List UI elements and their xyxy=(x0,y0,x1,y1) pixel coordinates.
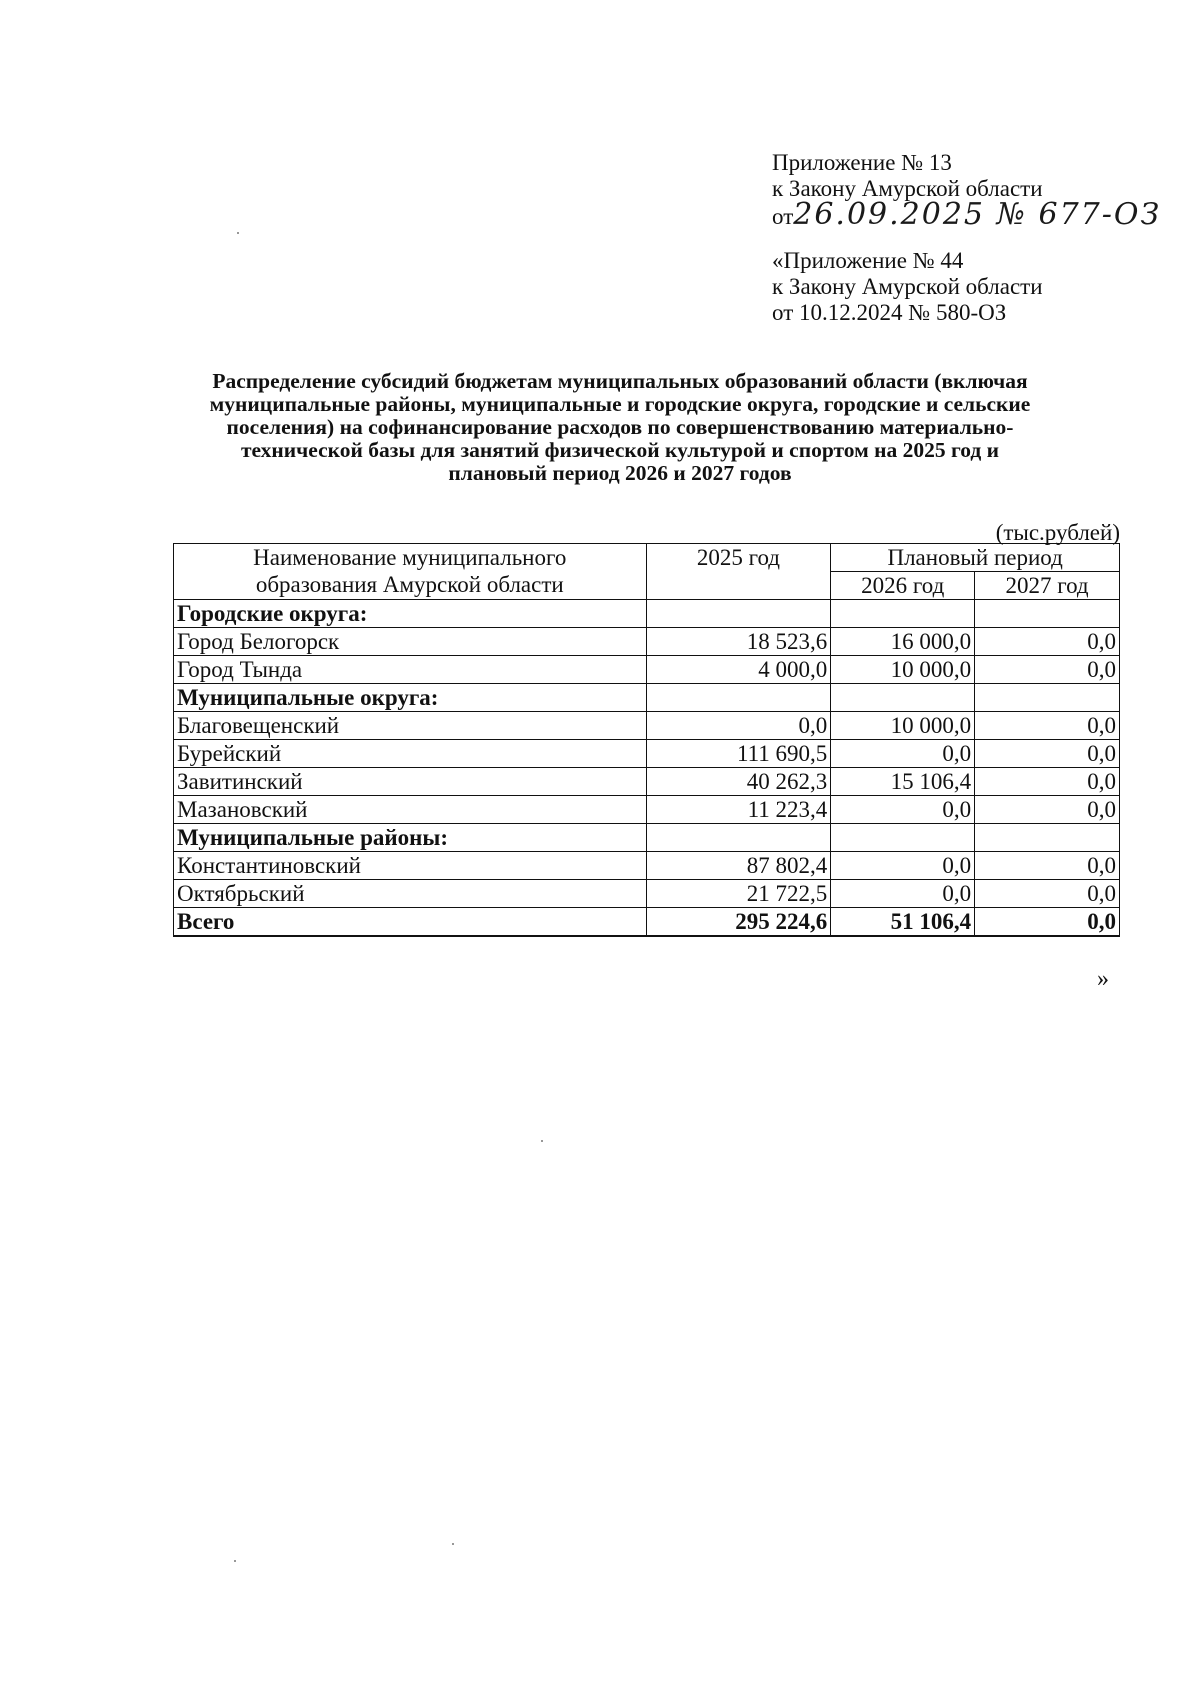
scan-speck xyxy=(237,232,239,234)
table-row xyxy=(174,880,1120,908)
section-row xyxy=(174,684,1120,712)
title-line: муниципальные районы, муниципальные и городские округа, городские и сельские xyxy=(209,392,1031,416)
original-annex-date: от 10.12.2024 № 580-ОЗ xyxy=(772,300,1007,325)
table-row xyxy=(174,852,1120,880)
cell-name: Константиновский xyxy=(174,852,647,880)
cell-2025: 40 262,3 xyxy=(646,768,831,796)
header-2027: 2027 год xyxy=(975,572,1120,600)
header-planned-period: Плановый период xyxy=(831,544,1120,572)
cell-name: Всего xyxy=(174,908,647,937)
cell-2025: 11 223,4 xyxy=(646,796,831,824)
cell-2027 xyxy=(975,600,1120,628)
cell-2027: 0,0 xyxy=(975,852,1120,880)
table-row xyxy=(174,628,1120,656)
cell-2025: 87 802,4 xyxy=(646,852,831,880)
cell-name: Муниципальные районы: xyxy=(174,824,647,852)
handwritten-date-number: 26.09.2025 № 677-ОЗ xyxy=(793,197,1162,232)
cell-2026: 15 106,4 xyxy=(831,768,975,796)
cell-2026: 0,0 xyxy=(831,852,975,880)
table-row xyxy=(174,656,1120,684)
cell-2025: 4 000,0 xyxy=(646,656,831,684)
table-row xyxy=(174,768,1120,796)
title-line: плановый период 2026 и 2027 годов xyxy=(448,461,792,485)
cell-2025 xyxy=(646,684,831,712)
units-note: (тыс.рублей) xyxy=(995,520,1120,545)
original-annex-reference xyxy=(772,248,1043,326)
table-body xyxy=(174,600,1120,937)
cell-2026: 10 000,0 xyxy=(831,656,975,684)
cell-2026: 0,0 xyxy=(831,740,975,768)
cell-2027: 0,0 xyxy=(975,656,1120,684)
cell-2025 xyxy=(646,600,831,628)
subsidy-table xyxy=(173,543,1120,937)
cell-2025: 18 523,6 xyxy=(646,628,831,656)
title-line: поселения) на софинансирование расходов по совершенствованию материально- xyxy=(226,415,1014,439)
annex-date-line xyxy=(772,197,1162,232)
cell-2026 xyxy=(831,824,975,852)
cell-2025: 21 722,5 xyxy=(646,880,831,908)
total-row xyxy=(174,908,1120,937)
cell-name: Город Тында xyxy=(174,656,647,684)
cell-2027: 0,0 xyxy=(975,628,1120,656)
title-line: Распределение субсидий бюджетам муниципальных образований области (включая xyxy=(212,369,1028,393)
cell-2027: 0,0 xyxy=(975,908,1120,937)
cell-2026: 0,0 xyxy=(831,796,975,824)
cell-name: Бурейский xyxy=(174,740,647,768)
table-row xyxy=(174,796,1120,824)
cell-2027: 0,0 xyxy=(975,796,1120,824)
annex-number: Приложение № 13 xyxy=(772,150,952,175)
cell-2025: 111 690,5 xyxy=(646,740,831,768)
cell-2026: 51 106,4 xyxy=(831,908,975,937)
header-name-line: Наименование муниципального xyxy=(253,545,567,570)
cell-2026: 10 000,0 xyxy=(831,712,975,740)
scan-speck xyxy=(452,1543,454,1545)
cell-2027: 0,0 xyxy=(975,740,1120,768)
header-2025: 2025 год xyxy=(646,544,831,600)
annex-date-prefix: от xyxy=(772,204,794,229)
cell-name: Благовещенский xyxy=(174,712,647,740)
cell-name: Город Белогорск xyxy=(174,628,647,656)
section-row xyxy=(174,600,1120,628)
cell-2025: 295 224,6 xyxy=(646,908,831,937)
annex-reference xyxy=(772,150,1161,230)
original-annex-law: к Закону Амурской области xyxy=(772,274,1043,299)
closing-quote: » xyxy=(1097,966,1109,992)
header-name xyxy=(174,544,647,600)
header-2026: 2026 год xyxy=(831,572,975,600)
table-row xyxy=(174,740,1120,768)
cell-name: Муниципальные округа: xyxy=(174,684,647,712)
cell-name: Городские округа: xyxy=(174,600,647,628)
original-annex-number: «Приложение № 44 xyxy=(772,248,964,273)
cell-2026 xyxy=(831,684,975,712)
title-line: технической базы для занятий физической культурой и спортом на 2025 год и xyxy=(240,438,1000,462)
cell-2026: 0,0 xyxy=(831,880,975,908)
cell-2027: 0,0 xyxy=(975,712,1120,740)
scan-speck xyxy=(541,1140,543,1142)
scan-speck xyxy=(234,1560,236,1562)
cell-name: Октябрьский xyxy=(174,880,647,908)
cell-2027 xyxy=(975,684,1120,712)
cell-2025 xyxy=(646,824,831,852)
cell-2027 xyxy=(975,824,1120,852)
cell-2025: 0,0 xyxy=(646,712,831,740)
header-name-line: образования Амурской области xyxy=(255,572,564,597)
cell-name: Завитинский xyxy=(174,768,647,796)
table-row xyxy=(174,712,1120,740)
cell-name: Мазановский xyxy=(174,796,647,824)
cell-2027: 0,0 xyxy=(975,768,1120,796)
cell-2027: 0,0 xyxy=(975,880,1120,908)
cell-2026: 16 000,0 xyxy=(831,628,975,656)
cell-2026 xyxy=(831,600,975,628)
annex-law: к Закону Амурской области xyxy=(772,176,1043,201)
section-row xyxy=(174,824,1120,852)
document-title xyxy=(150,370,1090,485)
